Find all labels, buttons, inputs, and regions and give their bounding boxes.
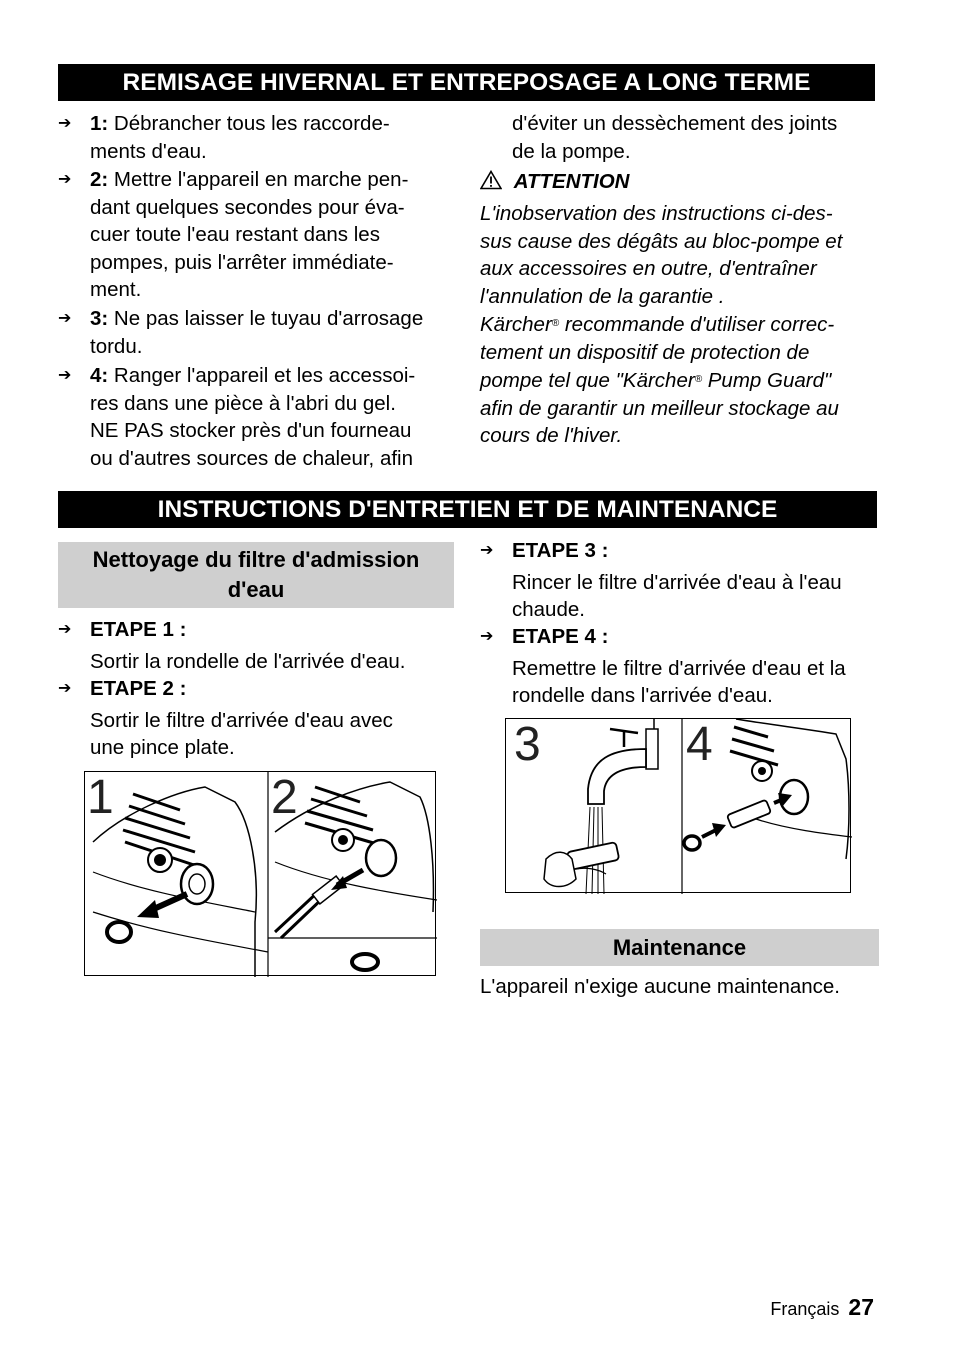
page-number: 27 xyxy=(848,1294,874,1320)
figure-number-3: 3 xyxy=(514,718,541,771)
filter-cleaning-title: Nettoyage du filtre d'admission d'eau xyxy=(58,542,454,608)
attention-text: L'inobservation des instructions ci-des- sus cause des dégâts au bloc-pompe et aux accessoires en outre, d'entraîner l'annulation de la garantie . Kärcher® recommande d'utiliser correc- tement un dispositif de protection de pompe tel que "Kärcher® Pump Guard" afin de garantir un meilleur stockage au cours de l'hiver. xyxy=(480,202,843,447)
section-header-winter-storage: REMISAGE HIVERNAL ET ENTREPOSAGE A LONG TERME xyxy=(58,64,875,101)
attention-heading: ATTENTION xyxy=(480,168,629,196)
maintenance-text: L'appareil n'exige aucune maintenance. xyxy=(480,975,841,998)
right-arrow-icon: ➔ xyxy=(58,367,72,384)
right-arrow-icon: ➔ xyxy=(480,628,494,645)
page-footer xyxy=(770,1294,874,1321)
footer-language: Français xyxy=(770,1299,840,1319)
section-header-maintenance-instructions: INSTRUCTIONS D'ENTRETIEN ET DE MAINTENANCE xyxy=(58,491,877,528)
right-arrow-icon: ➔ xyxy=(58,171,72,188)
figure-number-1: 1 xyxy=(87,771,114,824)
right-arrow-icon: ➔ xyxy=(480,542,494,559)
maintenance-title: Maintenance xyxy=(480,929,879,966)
figure-number-4: 4 xyxy=(686,718,713,771)
right-arrow-icon: ➔ xyxy=(58,621,72,638)
right-arrow-icon: ➔ xyxy=(58,115,72,132)
pressure-washer-inlet-illustration xyxy=(85,772,437,977)
figure-steps-1-2 xyxy=(84,771,436,976)
figure-steps-3-4 xyxy=(505,718,851,893)
warning-triangle-icon xyxy=(480,170,502,190)
tap-rinse-and-reinsert-illustration xyxy=(506,719,852,894)
right-arrow-icon: ➔ xyxy=(58,680,72,697)
storage-step-4-continuation: d'éviter un dessèchement des joints de la pompe. xyxy=(512,112,838,163)
figure-number-2: 2 xyxy=(271,771,298,824)
right-arrow-icon: ➔ xyxy=(58,310,72,327)
